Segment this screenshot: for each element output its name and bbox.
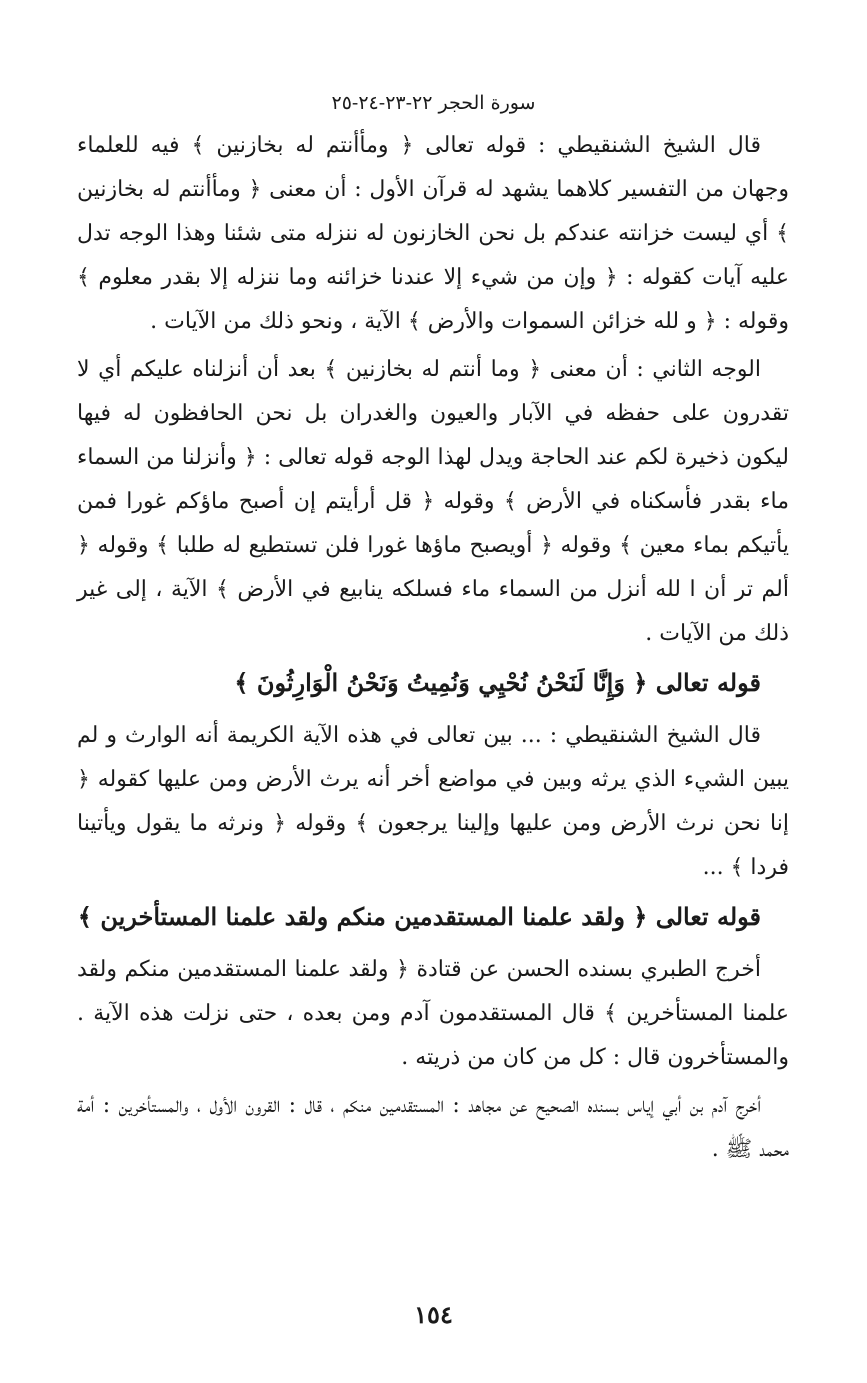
running-header: سورة الحجر ٢٢-٢٣-٢٤-٢٥ [331,92,536,114]
paragraph-tabari-qatada: أخرج الطبري بسنده الحسن عن قتادة ﴿ ولقد علمنا المستقدمين منكم ولقد علمنا المستأخرين ﴾ قال المستقدمون آدم ومن بعده ، حتى نزلت هذه الآية . والمستأخرون قال : كل من كان من ذريته . [77,957,789,1070]
paragraph-second-meaning: الوجه الثاني : أن معنى ﴿ وما أنتم له بخازنين ﴾ بعد أن أنزلناه عليكم أي لا تقدرون على حفظه في الآبار والعيون والغدران بل نحن الحافظون له فيها ليكون ذخيرة لكم عند الحاجة ويدل لهذا الوجه قوله تعالى : ﴿ وأنزلنا من السماء ماء بقدر فأسكناه في الأرض ﴾ وقوله ﴿ قل أرأيتم إن أصبح ماؤكم غورا فمن يأتيكم بماء معين ﴾ وقوله ﴿ أويصبح ماؤها غورا فلن تستطيع له طلبا ﴾ وقوله ﴿ ألم تر أن ا لله أنزل من السماء ماء فسلكه ينابيع في الأرض ﴾ الآية ، إلى غير ذلك من الآيات . [77,357,789,646]
paragraph-shanqiti-warith: قال الشيخ الشنقيطي : ... بين تعالى في هذه الآية الكريمة أنه الوارث و لم يبين الشيء الذي يرثه وبين في مواضع أخر أنه يرث الأرض ومن عليها كقوله ﴿ إنا نحن نرث الأرض ومن عليها وإلينا يرجعون ﴾ وقوله ﴿ ونرثه ما يقول ويأتينا فردا ﴾ ... [77,723,789,880]
page-body [77,124,789,1176]
verse-heading-mustaqdimin: قوله تعالى ﴿ ولقد علمنا المستقدمين منكم ولقد علمنا المستأخرين ﴾ [77,902,761,931]
page-number: ١٥٤ [414,1300,453,1329]
paragraph-adam-mujahid: أخرج آدم بن أبي إياس بسنده الصحيح عن مجاهد : المستقدمين منكم ، قال : القرون الأول ، والمستأخرين : أمة محمد ﷺ . [77,1093,789,1162]
verse-heading-warithun: قوله تعالى ﴿ وَإِنَّا لَنَحْنُ نُحْيِي وَنُمِيتُ وَنَحْنُ الْوَارِثُونَ ﴾ [234,668,761,697]
paragraph-shanqiti-khazinin: قال الشيخ الشنقيطي : قوله تعالى ﴿ ومأأنتم له بخازنين ﴾ فيه للعلماء وجهان من التفسير كلاهما يشهد له قرآن الأول : أن معنى ﴿ ومأأنتم له بخازنين ﴾ أي ليست خزانته عندكم بل نحن الخازنون له ننزله متى شئنا وهذا الوجه تدل عليه آيات كقوله : ﴿ وإن من شيء إلا عندنا خزائنه وما ننزله إلا بقدر معلوم ﴾ وقوله : ﴿ و لله خزائن السموات والأرض ﴾ الآية ، ونحو ذلك من الآيات . [77,133,789,334]
